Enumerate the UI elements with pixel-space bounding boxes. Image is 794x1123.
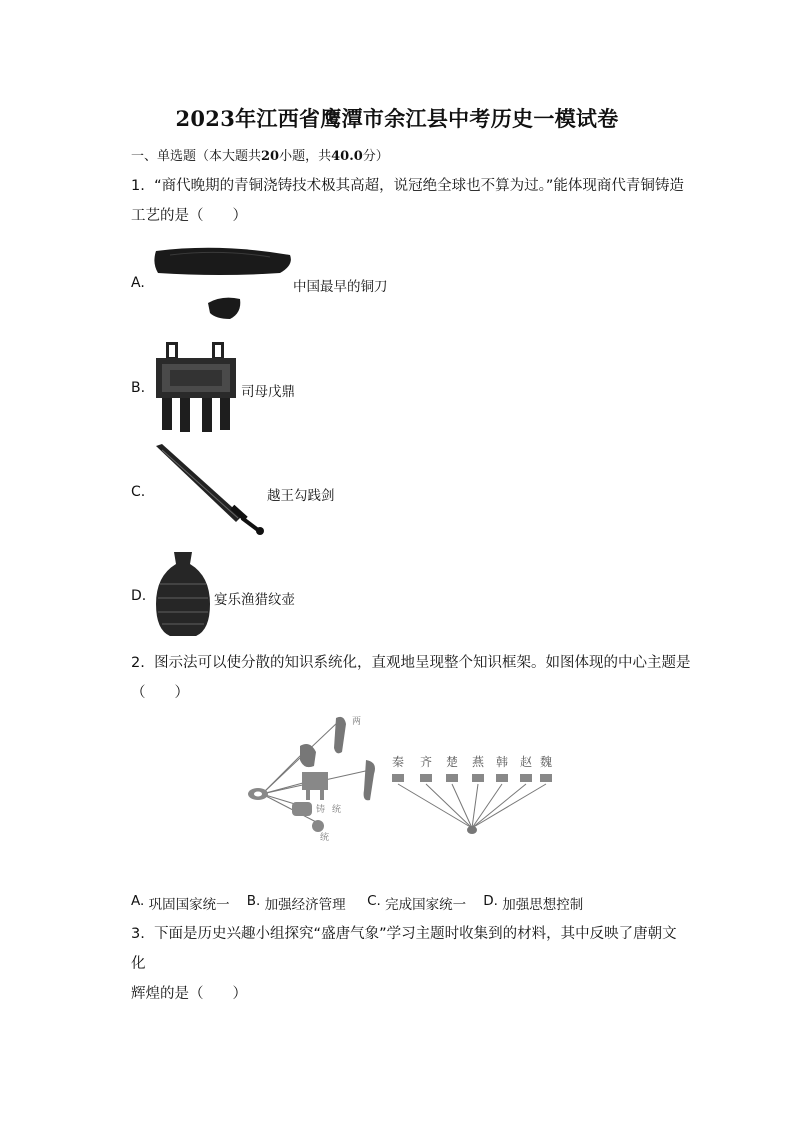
option-c-letter[interactable]: C. (131, 484, 146, 500)
state-label: 赵 (519, 755, 533, 769)
question-text-line2: 工艺的是（ ） (131, 208, 247, 224)
option-b-letter[interactable]: B. (246, 893, 261, 909)
question-2 (131, 648, 691, 708)
option-a-caption: 中国最早的铜刀 (293, 279, 388, 295)
question-number: 1. (131, 178, 145, 194)
option-c-caption: 越王勾践剑 (267, 488, 335, 504)
question-3 (131, 919, 691, 1009)
state-label: 魏 (539, 755, 553, 769)
option-d-letter[interactable]: D. (483, 893, 498, 909)
question-2-options (131, 893, 583, 913)
option-c-text[interactable]: 完成国家统一 (385, 897, 467, 913)
goujian-sword-image (150, 440, 268, 535)
question-text-line1: 图示法可以使分散的知识系统化，直观地呈现整个知识框架。如图体现的中心主题是 (154, 655, 691, 671)
diagram-left-label: 两 (352, 717, 362, 727)
question-1 (131, 171, 691, 231)
option-c-letter[interactable]: C. (367, 893, 381, 909)
option-d-letter[interactable]: D. (131, 588, 147, 604)
option-a-letter[interactable]: A. (131, 275, 145, 291)
question-text-line1: 下面是历史兴趣小组探究“盛唐气象”学习主题时收集到的材料，其中反映了唐朝文化 (131, 926, 677, 972)
bronze-knife-image (150, 243, 295, 328)
knowledge-diagram (240, 712, 560, 852)
state-label: 韩 (495, 755, 509, 769)
state-label: 齐 (419, 755, 433, 769)
question-text-line1: “商代晚期的青铜浇铸技术极其高超，说冠绝全球也不算为过。”能体现商代青铜铸造 (154, 178, 684, 194)
state-label: 楚 (445, 755, 459, 769)
option-b-caption: 司母戊鼎 (241, 384, 295, 400)
simuwu-ding-image (150, 338, 240, 436)
question-text-line2: （ ） (131, 685, 189, 701)
page-title: 2023年江西省鹰潭市余江县中考历史一模试卷 (175, 106, 619, 131)
question-text-line2: 辉煌的是（ ） (131, 986, 247, 1002)
diagram-left-label: 统 (320, 833, 330, 843)
option-d-text[interactable]: 加强思想控制 (502, 897, 584, 913)
question-number: 2. (131, 655, 145, 671)
diagram-left-label: 统 (332, 805, 342, 815)
option-a-text[interactable]: 巩固国家统一 (148, 897, 230, 913)
diagram-left-label: 铸 (316, 805, 326, 815)
option-b-text[interactable]: 加强经济管理 (264, 897, 346, 913)
section-header: 一、单选题（本大题共20小题，共40.0分） (131, 149, 389, 164)
option-b-letter[interactable]: B. (131, 380, 146, 396)
option-a-letter[interactable]: A. (131, 893, 145, 909)
state-label: 秦 (391, 755, 405, 769)
question-number: 3. (131, 926, 145, 942)
banquet-hunting-pot-image (152, 550, 214, 638)
state-label: 燕 (471, 755, 485, 769)
option-d-caption: 宴乐渔猎纹壶 (214, 592, 295, 608)
